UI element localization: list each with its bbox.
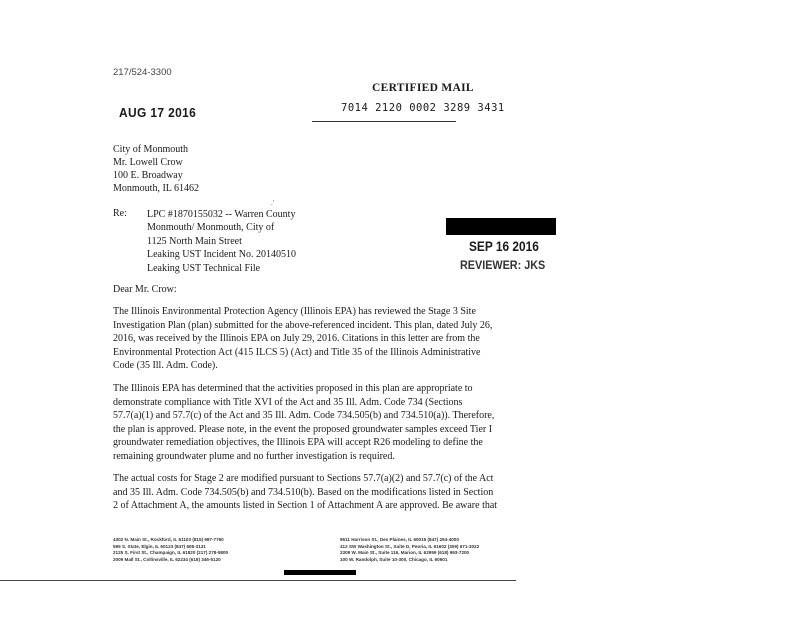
text-line: remaining groundwater plume and no further investigation is required. xyxy=(113,450,395,462)
text-line: Environmental Protection Act (415 ILCS 5) (Act) and Title 35 of the Illinois Administrative xyxy=(113,346,481,358)
text-line: and 35 Ill. Adm. Code 734.505(b) and 734.510(b). Based on the modifications listed in Section xyxy=(113,486,494,498)
body-paragraph-1 xyxy=(113,305,533,373)
text-line: Code (35 Ill. Adm. Code). xyxy=(113,360,218,372)
text-line: The Illinois EPA has determined that the activities proposed in this plan are appropriate to xyxy=(113,383,473,394)
recipient-address xyxy=(113,143,199,195)
re-line: Leaking UST Technical File xyxy=(147,262,261,274)
text-line: The actual costs for Stage 2 are modified pursuant to Sections 57.7(a)(2) and 57.7(c) of the Act xyxy=(113,473,494,484)
text-line: 2016, was received by the Illinois EPA on July 29, 2016. Citations in this letter are from the xyxy=(113,333,480,345)
address-line: Monmouth, IL 61462 xyxy=(113,183,200,194)
footer-line: 2009 Mall St., Collinsville, IL 62234 (618) 346-5120 xyxy=(113,556,221,562)
footer-line: 412 SW Washington St., Suite D, Peoria, IL 61602 (309) 671-3022 xyxy=(340,543,480,549)
text-line: the plan is approved. Please note, in the event the proposed groundwater samples exceed Tier I xyxy=(113,423,493,435)
footer-line: 4302 N. Main St., Rockford, IL 61103 (815) 987-7760 xyxy=(113,537,224,542)
redaction-bar-bottom xyxy=(284,570,356,575)
letter-date-stamp: AUG 17 2016 xyxy=(119,105,197,120)
phone-number: 217/524-3300 xyxy=(113,67,172,78)
text-line: groundwater remediation objectives, the Illinois EPA will accept R26 modeling to define the xyxy=(113,437,483,449)
footer-line: 9511 Harrison St., Des Plaines, IL 60016 (847) 294-4000 xyxy=(340,537,459,542)
certified-mail-heading: CERTIFIED MAIL xyxy=(372,82,474,94)
footer-line: 595 S. State, Elgin, IL 60123 (847) 608-3131 xyxy=(113,543,206,549)
address-line: 100 E. Broadway xyxy=(113,170,183,181)
text-line: 57.7(a)(1) and 57.7(c) of the Act and 35 Ill. Adm. Code 734.505(b) and 734.510(a)). Therefore, xyxy=(113,410,495,422)
footer-line: 2309 W. Main St., Suite 116, Marion, IL 62959 (618) 993-7200 xyxy=(340,550,470,556)
body-paragraph-3 xyxy=(113,472,533,513)
scan-speck: . xyxy=(335,116,337,124)
text-line: The Illinois Environmental Protection Agency (Illinois EPA) has reviewed the Stage 3 Site xyxy=(113,306,476,317)
body-paragraph-2 xyxy=(113,382,533,464)
re-line: Leaking UST Incident No. 20140510 xyxy=(147,249,296,261)
re-subject-block xyxy=(147,208,296,275)
text-line: Investigation Plan (plan) submitted for the above-referenced incident. This plan, dated July 26, xyxy=(113,319,493,331)
tracking-number: 7014 2120 0002 3289 3431 xyxy=(341,102,505,114)
received-date-stamp: SEP 16 2016 xyxy=(469,239,539,254)
re-label: Re: xyxy=(113,208,127,219)
scan-speck: .' xyxy=(271,199,275,207)
salutation: Dear Mr. Crow: xyxy=(113,284,177,295)
address-line: Mr. Lowell Crow xyxy=(113,157,183,168)
text-line: demonstrate compliance with Title XVI of the Act and 35 Ill. Adm. Code 734 (Sections xyxy=(113,396,463,408)
address-line: City of Monmouth xyxy=(113,144,189,155)
redaction-bar xyxy=(446,218,556,235)
text-line: 2 of Attachment A, the amounts listed in Section 1 of Attachment A are approved. Be aware that xyxy=(113,500,498,512)
re-line: 1125 North Main Street xyxy=(147,235,242,247)
reviewer-stamp: REVIEWER: JKS xyxy=(460,258,546,272)
footer-offices-left xyxy=(113,537,228,563)
page-edge-line xyxy=(0,580,516,581)
re-line: LPC #1870155032 -- Warren County xyxy=(147,209,296,220)
re-line: Monmouth/ Monmouth, City of xyxy=(147,222,275,234)
footer-line: 100 W. Randolph, Suite 10-300, Chicago, IL 60601 xyxy=(340,556,448,562)
footer-offices-right xyxy=(340,537,479,563)
footer-line: 2125 S. First St., Champaign, IL 61820 (217) 278-5800 xyxy=(113,550,229,556)
tracking-underline xyxy=(312,121,456,122)
